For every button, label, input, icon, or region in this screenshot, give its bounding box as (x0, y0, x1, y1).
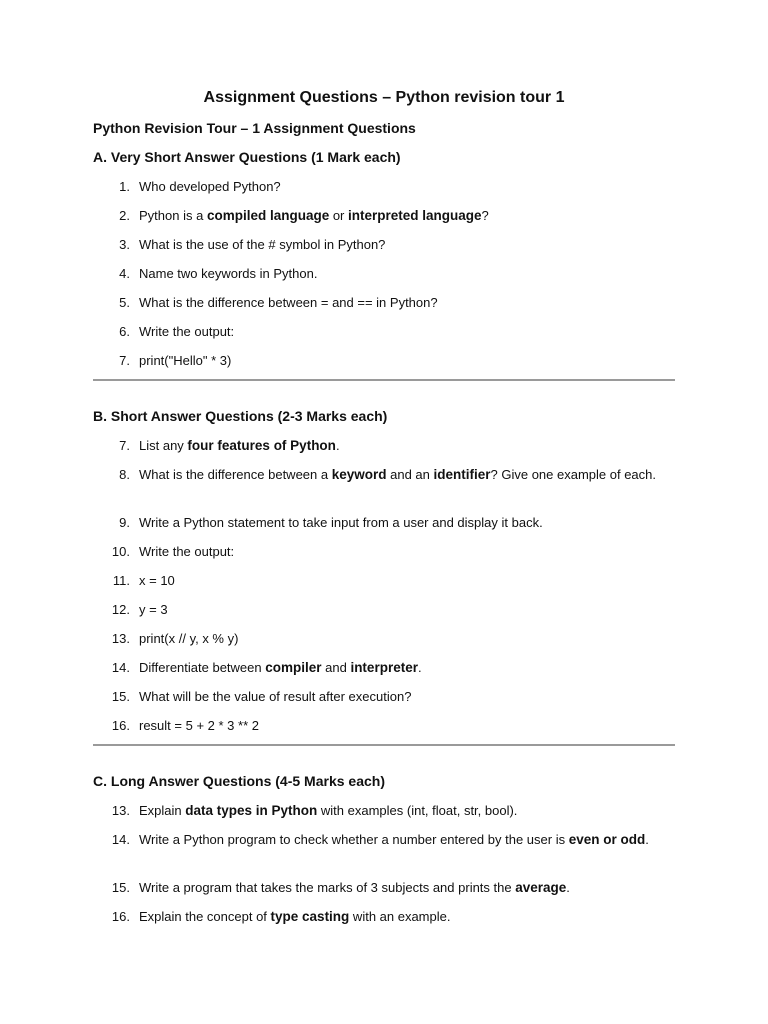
question-text (139, 571, 668, 591)
question-number: 13. (111, 803, 130, 818)
question-number: 15. (111, 689, 130, 704)
text-run: . (417, 660, 422, 675)
text-run: What is the use of the # symbol in Python? (139, 237, 386, 252)
section-b-heading: B. Short Answer Questions (2-3 Marks each) (93, 408, 388, 424)
question-item (108, 542, 668, 562)
text-run: x = 10 (139, 573, 175, 588)
question-item (108, 801, 668, 821)
question-item (108, 513, 668, 533)
bold-term: identifier (433, 467, 491, 482)
question-number: 14. (111, 832, 130, 847)
text-run: Explain (139, 803, 186, 818)
text-run: What will be the value of result after execution? (139, 689, 412, 704)
question-text (139, 687, 668, 707)
bold-term: compiled language (206, 208, 330, 223)
question-number: 1. (119, 179, 130, 194)
text-run: or (329, 208, 349, 223)
text-run: with an example. (349, 909, 451, 924)
text-run: print("Hello" * 3) (139, 353, 232, 368)
text-run: y = 3 (139, 602, 168, 617)
question-number: 5. (119, 295, 130, 310)
question-text (139, 264, 668, 284)
text-run: Explain the concept of (139, 909, 271, 924)
question-text (139, 801, 668, 821)
bold-term: data types in Python (185, 803, 318, 818)
question-item (108, 629, 668, 649)
question-item (108, 658, 668, 678)
question-item (108, 600, 668, 620)
question-number: 14. (111, 660, 130, 675)
text-run: Python is a (139, 208, 207, 223)
question-item (108, 687, 668, 707)
text-run: Who developed Python? (139, 179, 281, 194)
question-number: 6. (119, 324, 130, 339)
text-run: Write a program that takes the marks of 3 subjects and prints the (139, 880, 516, 895)
question-number: 7. (119, 438, 130, 453)
question-text (139, 206, 668, 226)
question-number: 16. (111, 909, 130, 924)
question-item (108, 322, 668, 342)
text-run: Write the output: (139, 324, 235, 339)
question-number: 13. (111, 631, 130, 646)
bold-term: four features of Python (187, 438, 336, 453)
question-text (139, 351, 668, 371)
question-item (108, 235, 668, 255)
question-item (108, 351, 668, 371)
question-number: 7. (119, 353, 130, 368)
text-run: . (645, 832, 649, 847)
section-c-heading: C. Long Answer Questions (4-5 Marks each) (93, 773, 385, 789)
question-item (108, 177, 668, 197)
question-text (139, 907, 668, 927)
text-run: with examples (int, float, str, bool). (317, 803, 518, 818)
text-run: Write the output: (139, 544, 235, 559)
question-text (139, 513, 668, 533)
text-run: What is the difference between a (139, 467, 332, 482)
section-a-heading: A. Very Short Answer Questions (1 Mark each) (93, 149, 401, 165)
text-run: ? Give one example of each. (490, 467, 657, 482)
question-text (139, 878, 668, 898)
bold-term: interpreter (350, 660, 418, 675)
question-number: 11. (112, 573, 130, 588)
text-run: . (566, 880, 570, 895)
question-number: 3. (119, 237, 130, 252)
question-text (139, 235, 668, 255)
question-text (139, 830, 668, 850)
text-run: Write a Python statement to take input from a user and display it back. (139, 515, 543, 530)
section-divider (93, 744, 675, 746)
text-run: ? (481, 208, 489, 223)
bold-term: compiler (265, 660, 322, 675)
question-number: 4. (119, 266, 130, 281)
question-item (108, 716, 668, 736)
document-subtitle: Python Revision Tour – 1 Assignment Questions (93, 120, 416, 136)
question-item (108, 571, 668, 591)
question-item (108, 293, 668, 313)
question-number: 2. (119, 208, 130, 223)
question-item (108, 830, 668, 850)
text-run: and (321, 660, 351, 675)
text-run: List any (139, 438, 188, 453)
text-run: result = 5 + 2 * 3 ** 2 (139, 718, 259, 733)
question-item (108, 436, 668, 456)
question-number: 15. (111, 880, 130, 895)
text-run: Write a Python program to check whether a number entered by the user is (139, 832, 569, 847)
question-text (139, 716, 668, 736)
text-run: Differentiate between (139, 660, 266, 675)
question-item (108, 878, 668, 898)
question-number: 12. (111, 602, 130, 617)
bold-term: even or odd (568, 832, 646, 847)
question-number: 9. (119, 515, 130, 530)
text-run: What is the difference between = and == in Python? (139, 295, 438, 310)
document-title: Assignment Questions – Python revision tour 1 (203, 89, 565, 106)
question-text (139, 436, 668, 456)
bold-term: keyword (331, 467, 387, 482)
question-item (108, 907, 668, 927)
question-text (139, 542, 668, 562)
question-item (108, 264, 668, 284)
question-number: 16. (111, 718, 130, 733)
question-text (139, 658, 668, 678)
question-text (139, 465, 668, 485)
question-text (139, 177, 668, 197)
text-run: and an (386, 467, 434, 482)
question-text (139, 293, 668, 313)
question-item (108, 465, 668, 485)
question-number: 10. (111, 544, 130, 559)
section-divider (93, 379, 675, 381)
question-text (139, 629, 668, 649)
text-run: Name two keywords in Python. (139, 266, 318, 281)
question-text (139, 600, 668, 620)
question-number: 8. (119, 467, 130, 482)
question-text (139, 322, 668, 342)
question-item (108, 206, 668, 226)
text-run: print(x // y, x % y) (139, 631, 239, 646)
text-run: . (335, 438, 340, 453)
bold-term: type casting (270, 909, 350, 924)
bold-term: interpreted language (348, 208, 482, 223)
bold-term: average (515, 880, 567, 895)
